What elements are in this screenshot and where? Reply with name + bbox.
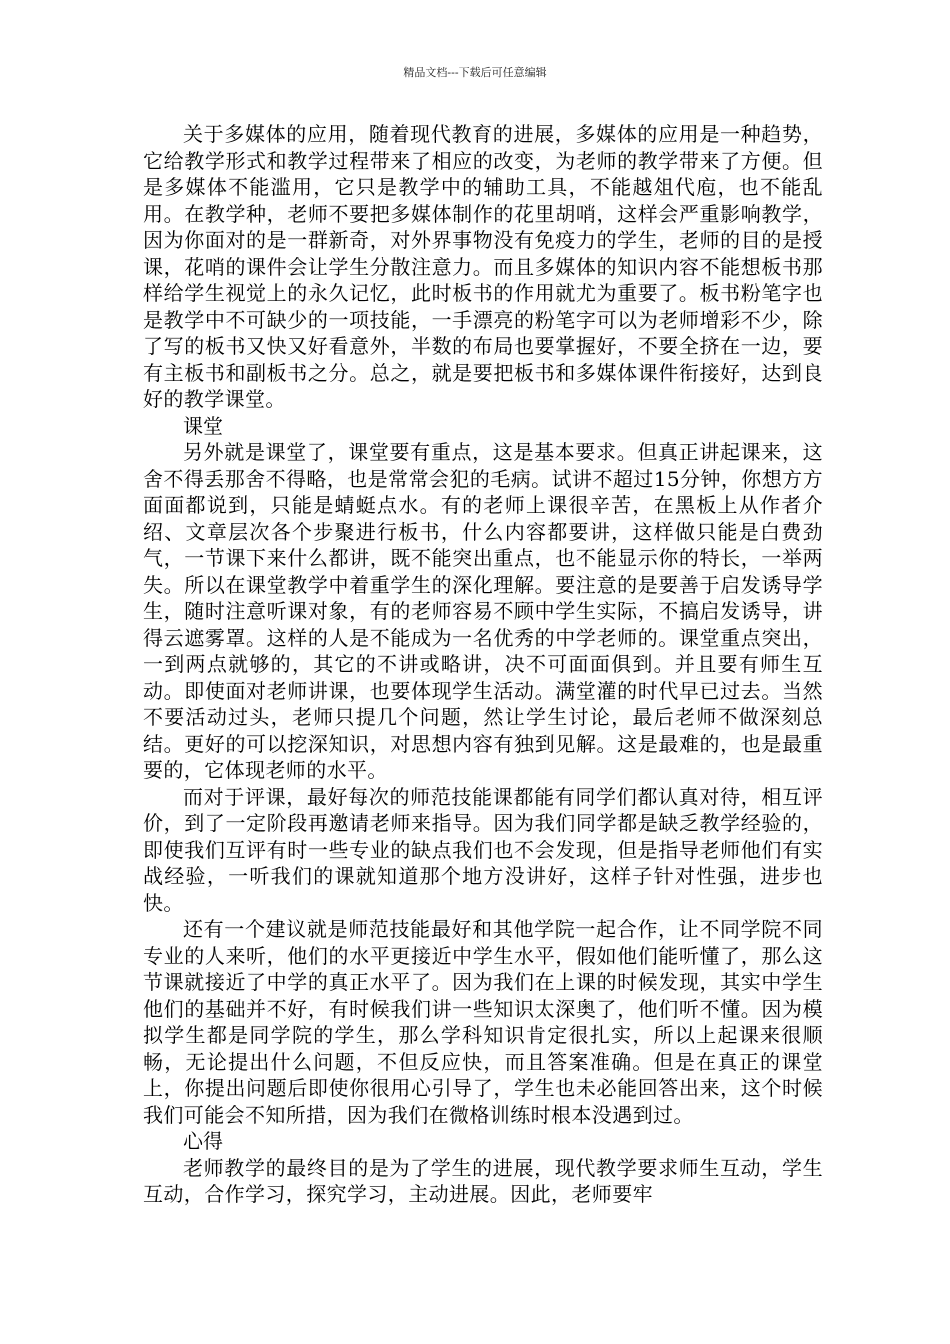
section-heading-experience: 心得 (183, 1129, 223, 1153)
section-heading-classroom: 课堂 (183, 413, 223, 438)
paragraph-experience: 老师教学的最终目的是为了学生的进展，现代教学要求师生互动，学生互动，合作学习，探究学习，主动进展。因此，老师要牢 (143, 1155, 823, 1206)
paragraph-suggestion: 还有一个建议就是师范技能最好和其他学院一起合作，让不同学院不同专业的人来听，他们的水平更接近中学生水平，假如他们能听懂了，那么这节课就接近了中学的真正水平了。因为我们在上课的时候发现，其实中学生他们的基础并不好，有时候我们讲一些知识太深奥了，他们听不懂。因为模拟学生都是同学院的学生，那么学科知识肯定很扎实，所以上起课来很顺畅，无论提出什么问题，不但反应快，而且答案准确。但是在真正的课堂上，你提出问题后即使你很用心引导了，学生也未必能回答出来，这个时候我们可能会不知所措，因为我们在微格训练时根本没遇到过。 (143, 917, 823, 1127)
paragraph-classroom: 另外就是课堂了，课堂要有重点，这是基本要求。但真正讲起课来，这舍不得丢那舍不得略，也是常常会犯的毛病。试讲不超过15分钟，你想方方面面都说到，只能是蜻蜓点水。有的老师上课很辛苦，在黑板上从作者介绍、文章层次各个步聚进行板书，什么内容都要讲，这样做只能是白费劲气，一节课下来什么都讲，既不能突出重点，也不能显示你的特长，一举两失。所以在课堂教学中着重学生的深化理解。要注意的是要善于启发诱导学生，随时注意听课对象，有的老师容易不顾中学生实际，不搞启发诱导，讲得云遮雾罩。这样的人是不能成为一名优秀的中学老师的。课堂重点突出，一到两点就够的，其它的不讲或略讲，决不可面面俱到。并且要有师生互动。即使面对老师讲课，也要体现学生活动。满堂灌的时代早已过去。当然不要活动过头，老师只提几个问题，然让学生讨论，最后老师不做深刻总结。更好的可以挖深知识，对思想内容有独到见解。这是最难的，也是最重要的，它体现老师的水平。 (143, 440, 823, 782)
paragraph-multimedia: 关于多媒体的应用，随着现代教育的进展，多媒体的应用是一种趋势，它给教学形式和教学过程带来了相应的改变，为老师的教学带来了方便。但是多媒体不能滥用，它只是教学中的辅助工具，不能越俎代庖，也不能乱用。在教学种，老师不要把多媒体制作的花里胡哨，这样会严重影响教学，因为你面对的是一群新奇，对外界事物没有免疫力的学生，老师的目的是授课，花哨的课件会让学生分散注意力。而且多媒体的知识内容不能想板书那样给学生视觉上的永久记忆，此时板书的作用就尤为重要了。板书粉笔字也是教学中不可缺少的一项技能，一手漂亮的粉笔字可以为老师增彩不少，除了写的板书又快又好看意外，半数的布局也要掌握好，不要全挤在一边，要有主板书和副板书之分。总之，就是要把板书和多媒体课件衔接好，达到良好的教学课堂。 (143, 122, 823, 411)
page-header: 精品文档---下载后可任意编辑 (403, 66, 547, 79)
document-body (143, 121, 823, 1208)
paragraph-evaluation: 而对于评课，最好每次的师范技能课都能有同学们都认真对待，相互评价，到了一定阶段再邀请老师来指导。因为我们同学都是缺乏教学经验的，即使我们互评有时一些专业的缺点我们也不会发现，但是指导老师他们有实战经验，一听我们的课就知道那个地方没讲好，这样子针对性强，进步也快。 (143, 784, 823, 915)
